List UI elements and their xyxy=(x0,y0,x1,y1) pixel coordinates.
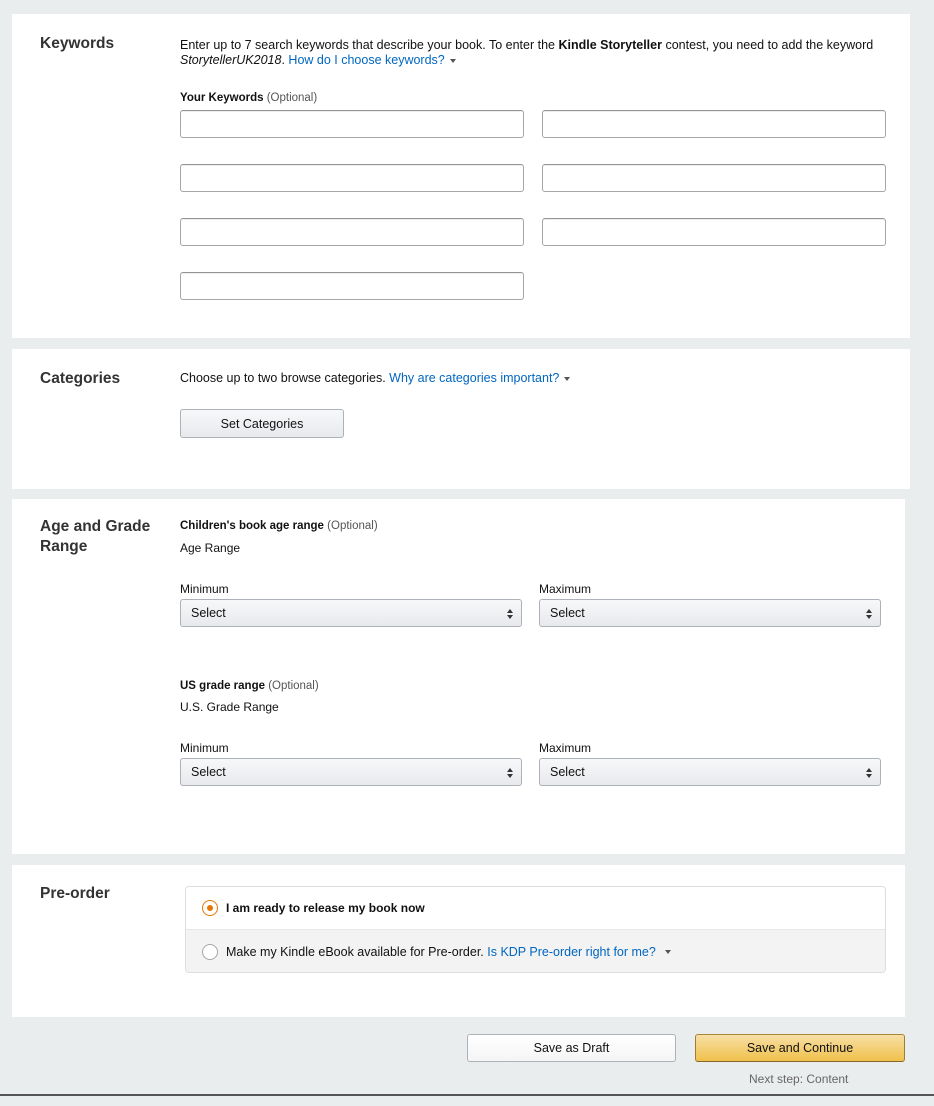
period: . xyxy=(281,53,285,67)
keywords-title: Keywords xyxy=(40,35,115,52)
grade-range-sub: U.S. Grade Range xyxy=(180,700,279,714)
your-keywords-label-text: Your Keywords xyxy=(180,92,264,104)
age-grade-title xyxy=(40,517,150,557)
age-max-label: Maximum xyxy=(539,582,592,596)
contest-keyword: StorytellerUK2018 xyxy=(180,53,282,67)
preorder-options xyxy=(185,886,886,973)
preorder-label xyxy=(226,945,671,959)
age-max-value: Select xyxy=(550,606,585,620)
age-grade-title-line1: Age and Grade xyxy=(40,518,151,535)
keyword-input-5[interactable] xyxy=(180,218,524,246)
age-max-select[interactable] xyxy=(539,599,881,627)
grade-range-label xyxy=(180,679,319,694)
keywords-description xyxy=(180,38,880,68)
keywords-description-text-2: contest, you need to add the keyword xyxy=(661,38,874,52)
preorder-option[interactable] xyxy=(186,930,885,973)
preorder-radio[interactable] xyxy=(202,944,218,960)
optional-tag: (Optional) xyxy=(327,520,378,532)
footer-bar xyxy=(12,1017,912,1096)
release-now-option[interactable] xyxy=(186,887,885,930)
keyword-input-7[interactable] xyxy=(180,272,524,300)
age-grade-title-line2: Range xyxy=(40,538,88,555)
age-min-select[interactable] xyxy=(180,599,522,627)
keywords-description-text: Enter up to 7 search keywords that describe your book. To enter the xyxy=(180,38,559,52)
keyword-input-2[interactable] xyxy=(542,110,886,138)
why-categories-link[interactable]: Why are categories important? xyxy=(389,371,560,385)
keywords-section xyxy=(12,14,910,338)
chevron-down-icon[interactable] xyxy=(564,377,570,381)
age-range-label-text: Children's book age range xyxy=(180,520,324,532)
kdp-preorder-link[interactable]: Is KDP Pre-order right for me? xyxy=(487,944,656,959)
your-keywords-label xyxy=(180,91,317,106)
keyword-input-1[interactable] xyxy=(180,110,524,138)
preorder-title: Pre-order xyxy=(40,885,110,902)
grade-max-select[interactable] xyxy=(539,758,881,786)
keyword-input-6[interactable] xyxy=(542,218,886,246)
grade-max-label: Maximum xyxy=(539,741,592,755)
choose-keywords-link[interactable]: How do I choose keywords? xyxy=(288,53,445,67)
bottom-border xyxy=(0,1094,934,1096)
grade-min-label: Minimum xyxy=(180,741,229,755)
preorder-label-text: Make my Kindle eBook available for Pre-order. xyxy=(226,944,484,959)
grade-min-select[interactable] xyxy=(180,758,522,786)
grade-min-value: Select xyxy=(191,765,226,779)
save-draft-button[interactable]: Save as Draft xyxy=(467,1034,676,1062)
age-range-sub: Age Range xyxy=(180,541,241,555)
storyteller-contest-name: Kindle Storyteller xyxy=(558,38,662,52)
next-step-label: Next step: Content xyxy=(749,1072,849,1086)
save-continue-button[interactable]: Save and Continue xyxy=(695,1034,905,1062)
chevron-down-icon[interactable] xyxy=(665,950,671,954)
age-min-value: Select xyxy=(191,606,226,620)
categories-section xyxy=(12,349,910,489)
select-arrows-icon xyxy=(866,608,872,620)
categories-title: Categories xyxy=(40,370,121,387)
grade-range-label-text: US grade range xyxy=(180,680,265,692)
categories-description xyxy=(180,371,570,386)
select-arrows-icon xyxy=(507,767,513,779)
optional-tag: (Optional) xyxy=(266,92,318,104)
age-min-label: Minimum xyxy=(180,582,229,596)
preorder-section xyxy=(12,865,905,1017)
keyword-input-3[interactable] xyxy=(180,164,524,192)
grade-max-value: Select xyxy=(550,765,585,779)
categories-description-text: Choose up to two browse categories. xyxy=(180,371,386,385)
page-content xyxy=(7,8,915,1096)
keyword-input-4[interactable] xyxy=(542,164,886,192)
release-now-label: I am ready to release my book now xyxy=(226,901,425,915)
age-grade-section xyxy=(12,499,905,854)
chevron-down-icon[interactable] xyxy=(450,59,456,63)
release-now-radio[interactable] xyxy=(202,900,218,916)
age-range-label xyxy=(180,519,378,534)
select-arrows-icon xyxy=(866,767,872,779)
set-categories-button[interactable]: Set Categories xyxy=(180,409,344,438)
select-arrows-icon xyxy=(507,608,513,620)
optional-tag: (Optional) xyxy=(268,680,319,692)
